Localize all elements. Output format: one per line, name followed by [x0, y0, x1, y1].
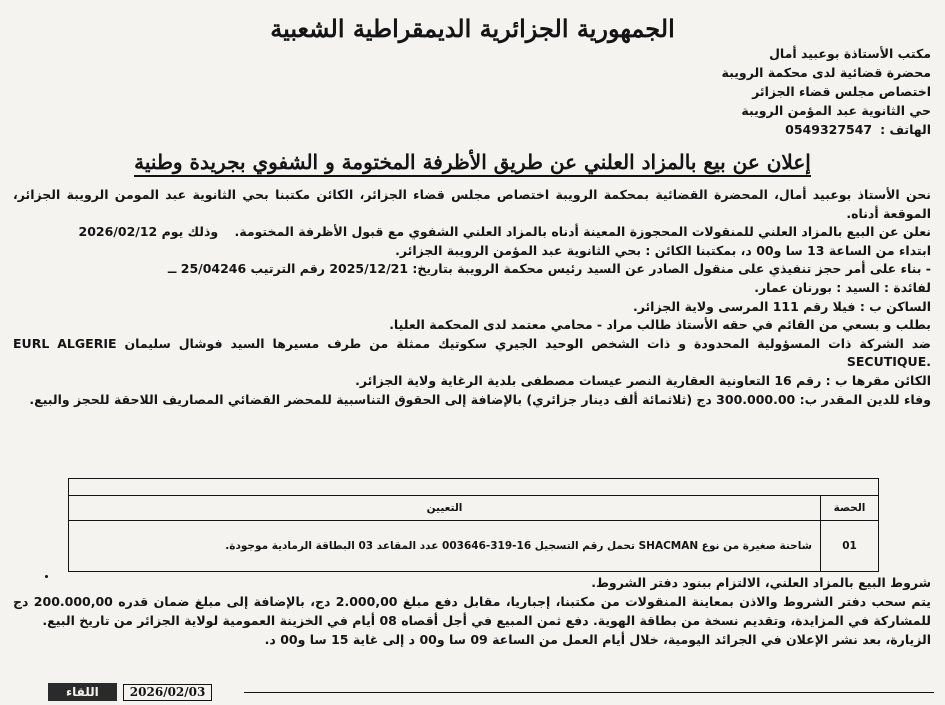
body-defendant-address: الكائن مقرها ب : رقم 16 التعاونية العقارية النصر عيسات مصطفى بلدية الرغاية ولاية الجزائر. — [355, 372, 931, 388]
body-beneficiary-address: الساكن ب : فيلا رقم 111 المرسى ولاية الجزائر. — [632, 298, 931, 314]
office-name: مكتب الأستاذة بوعبيد أمال — [769, 46, 931, 61]
lots-table — [68, 478, 879, 572]
newspaper-name-badge: اللقاء — [48, 683, 117, 701]
row-designation: شاحنة صغيرة من نوع SHACMAN تحمل رقم التسجيل 16-319-003646 عدد المقاعد 03 البطاقة الرمادية موجودة. — [69, 521, 821, 572]
phone-number: 0549327547 — [785, 122, 873, 137]
publication-footer — [48, 683, 212, 701]
terms-visit: الزيارة، بعد نشر الإعلان في الجرائد اليومية، خلال أيام العمل من الساعة 09 سا و00 د إلى غاية 15 سا و00 د. — [264, 632, 931, 647]
terms-withdrawal: يتم سحب دفتر الشروط والاذن بمعاينة المنقولات من مكتبنا، إجباريا، مقابل دفع مبلغ 2.000,00 دج، بالإضافة إلى مبلغ ضمان قدره 200.000,00 دج للمشاركة في المزايدة، وتقديم نسخة من بطاقة الهوية. دفع ثمن المبيع في أجل أقصاه 08 أيام في الخزينة العمومية لولاية الجزائر من تاريخ البيع. — [13, 594, 931, 628]
body-intro: نحن الأستاذ بوعبيد أمال، المحضرة القضائية بمحكمة الرويبة اختصاص مجلس قضاء الجزائر، الكائن مكتبنا بحي الثانوية عبد المومن الرويبة الجزائر، الموقعة أدناه. — [13, 187, 931, 221]
body-debt: وفاء للدين المقدر ب: 300.000.00 دج (ثلاثمائة ألف دينار جزائري) بالإضافة إلى الحقوق التناسبية للمحضر القضائي المصاريف اللاحقة للحجز والبيع. — [29, 391, 931, 407]
office-phone-row — [631, 120, 931, 139]
office-jurisdiction: اختصاص مجلس قضاء الجزائر — [752, 84, 931, 99]
body-seizure-order: - بناء على أمر حجز تنفيذي على منقول الصادر عن السيد رئيس محكمة الرويبة بتاريخ: 2025/12/21 رقم الترتيب 25/04246 ــ — [167, 261, 931, 277]
phone-label: الهاتف : — [880, 122, 931, 137]
body-defendant-text: ضد الشركة ذات المسؤولية المحدودة و ذات الشخص الوحيد الجيري سكوتيك ممثلة من طرف مسيرها السيد فوشال سليمان — [124, 335, 932, 351]
body-sale-text: نعلن عن البيع بالمزاد العلني للمنقولات المحجوزة المعينة أدناه بالمزاد العلني الشفوي مع قبول الأظرفة المختومة. — [234, 224, 931, 240]
body-sale-date: وذلك يوم 2026/02/12 — [78, 224, 219, 240]
republic-heading: الجمهورية الجزائرية الديمقراطية الشعبية — [270, 14, 675, 43]
table-top-row — [69, 479, 879, 496]
body-request: بطلب و بسعي من القائم في حقه الأستاذ طالب مراد - محامي معتمد لدى المحكمة العليا. — [389, 317, 931, 333]
sale-terms — [13, 573, 931, 649]
footer-rule — [244, 692, 934, 693]
office-role: محضرة قضائية لدى محكمة الرويبة — [721, 65, 931, 80]
announcement-title — [0, 150, 945, 174]
body-defendant — [13, 335, 931, 372]
lots-table-wrapper — [68, 478, 879, 572]
announcement-body — [13, 186, 931, 409]
table-header-row — [69, 496, 879, 521]
office-address: حي الثانوية عبد المؤمن الرويبة — [741, 103, 931, 118]
publication-date-badge: 2026/02/03 — [123, 684, 213, 701]
table-top-cell — [69, 479, 879, 496]
terms-conditions: شروط البيع بالمزاد العلني، الالتزام ببنود دفتر الشروط. — [591, 575, 931, 590]
row-share: 01 — [821, 521, 879, 572]
bailiff-office-block — [631, 44, 931, 139]
body-sale-notice — [13, 223, 931, 242]
body-beneficiary: لفائدة : السيد : بورنان عمار. — [754, 279, 931, 295]
header-share: الحصة — [821, 496, 879, 521]
body-defendant-company: EURL ALGERIE SECUTIQUE. — [13, 335, 931, 370]
announcement-title-text: إعلان عن بيع بالمزاد العلني عن طريق الأظرفة المختومة و الشفوي بجريدة وطنية — [134, 150, 811, 177]
header-designation: التعيين — [69, 496, 821, 521]
body-sale-time: ابتداء من الساعة 13 سا و00 د، بمكتبنا الكائن : بحي الثانوية عبد المؤمن الرويبة الجزائر. — [395, 242, 931, 258]
table-row — [69, 521, 879, 572]
